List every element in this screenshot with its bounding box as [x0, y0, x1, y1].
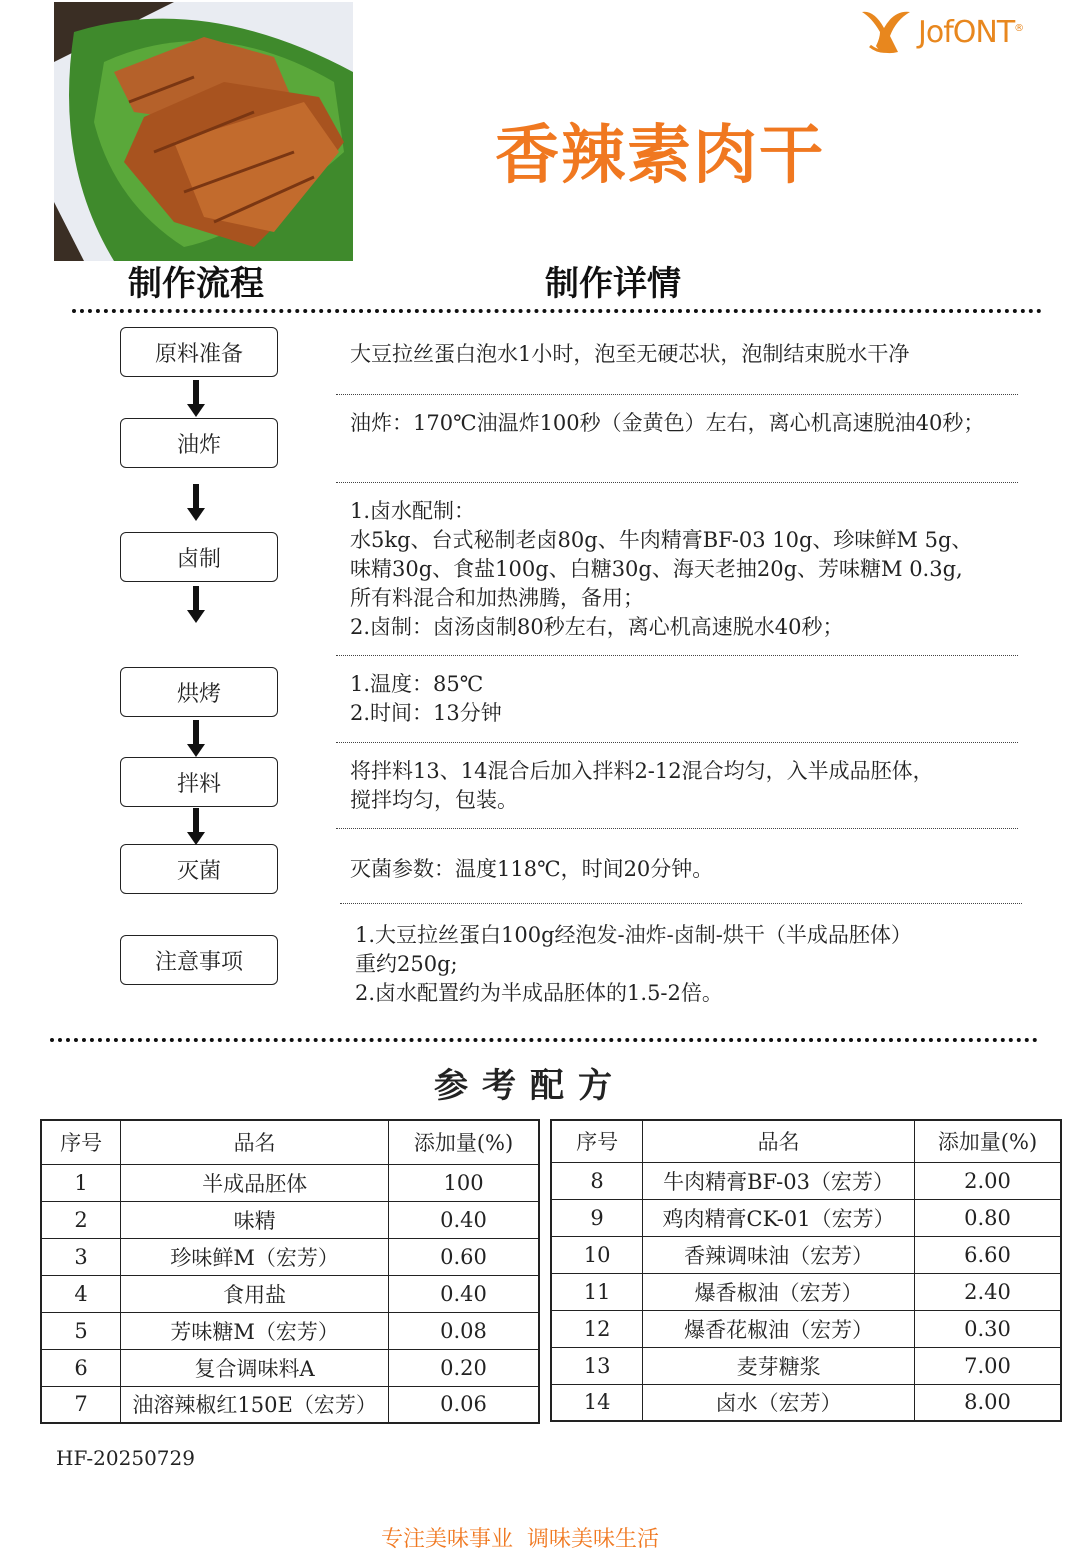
logo-text: JofONT® — [918, 14, 1024, 50]
detail-fry: 油炸：170℃油温炸100秒（金黄色）左右，离心机高速脱油40秒； — [350, 411, 985, 435]
detail-divider — [340, 903, 1022, 904]
detail-divider — [336, 742, 1018, 743]
column-header: 序号 — [41, 1120, 121, 1164]
table-row: 1 半成品胚体 100 — [41, 1164, 539, 1201]
table-row: 14 卤水（宏芳） 8.00 — [551, 1384, 1061, 1421]
step-notes: 注意事项 — [120, 935, 278, 985]
table-row: 5 芳味糖M（宏芳） 0.08 — [41, 1312, 539, 1349]
process-heading: 制作流程 — [128, 264, 264, 304]
footer-slogan: 专注美味事业 调味美味生活 — [381, 1527, 659, 1552]
table-row: 4 食用盐 0.40 — [41, 1275, 539, 1312]
detail-sterilize: 灭菌参数：温度118℃，时间20分钟。 — [350, 857, 714, 881]
table-row: 7 油溶辣椒红150E（宏芳） 0.06 — [41, 1386, 539, 1423]
divider-bottom — [50, 1038, 1038, 1042]
table-row: 13 麦芽糖浆 7.00 — [551, 1347, 1061, 1384]
reference-title: 参考配方 — [434, 1066, 626, 1106]
table-row: 8 牛肉精膏BF-03（宏芳） 2.00 — [551, 1162, 1061, 1199]
step-mix: 拌料 — [120, 757, 278, 807]
step-bake: 烘烤 — [120, 667, 278, 717]
step-sterilize: 灭菌 — [120, 844, 278, 894]
detail-mix: 将拌料13、14混合后加入拌料2-12混合均匀，入半成品胚体， 搅拌均匀，包装。 — [350, 759, 934, 812]
table-row: 6 复合调味料A 0.20 — [41, 1349, 539, 1386]
detail-divider — [336, 482, 1018, 483]
table-row: 12 爆香花椒油（宏芳） 0.30 — [551, 1310, 1061, 1347]
table-row: 2 味精 0.40 — [41, 1201, 539, 1238]
detail-bake: 1.温度：85℃ 2.时间：13分钟 — [350, 672, 502, 725]
detail-divider — [336, 394, 1018, 395]
table-row: 3 珍味鲜M（宏芳） 0.60 — [41, 1238, 539, 1275]
detail-divider — [336, 828, 1018, 829]
arrow-down-icon — [186, 484, 206, 522]
arrow-down-icon — [186, 808, 206, 846]
column-header: 添加量(%) — [389, 1120, 539, 1164]
column-header: 添加量(%) — [914, 1120, 1061, 1162]
document-code: HF-20250729 — [56, 1446, 195, 1470]
table-row: 9 鸡肉精膏CK-01（宏芳） 0.80 — [551, 1199, 1061, 1236]
detail-prepare: 大豆拉丝蛋白泡水1小时，泡至无硬芯状，泡制结束脱水干净 — [350, 342, 910, 366]
detail-notes: 1.大豆拉丝蛋白100g经泡发-油炸-卤制-烘干（半成品胚体） 重约250g; 2.卤水配置约为半成品胚体的1.5-2倍。 — [355, 923, 912, 1005]
detail-divider — [336, 655, 1018, 656]
step-fry: 油炸 — [120, 418, 278, 468]
column-header: 品名 — [121, 1120, 389, 1164]
detail-marinate: 1.卤水配制： 水5kg、台式秘制老卤80g、牛肉精膏BF-03 10g、珍味鲜M 5g、 味精30g、食盐100g、白糖30g、海天老抽20g、芳味糖M 0.3g, 所有料混合和加热沸腾，备用； 2.卤制：卤汤卤制80秒左右，离心机高速脱水40秒； — [350, 499, 973, 639]
table-row: 10 香辣调味油（宏芳） 6.60 — [551, 1236, 1061, 1273]
brand-logo — [858, 4, 1038, 60]
table-header-row — [551, 1120, 1061, 1162]
table-row: 11 爆香椒油（宏芳） 2.40 — [551, 1273, 1061, 1310]
step-marinate: 卤制 — [120, 532, 278, 582]
reference-table-left — [40, 1119, 540, 1424]
table-header-row — [41, 1120, 539, 1164]
reference-table-right — [550, 1119, 1062, 1422]
arrow-down-icon — [186, 720, 206, 758]
logo-mark-icon — [858, 6, 914, 58]
divider-top — [72, 309, 1042, 313]
page-title: 香辣素肉干 — [495, 119, 825, 193]
step-prepare: 原料准备 — [120, 327, 278, 377]
arrow-down-icon — [186, 586, 206, 624]
product-photo — [54, 2, 353, 261]
details-heading: 制作详情 — [545, 264, 681, 304]
column-header: 品名 — [643, 1120, 915, 1162]
column-header: 序号 — [551, 1120, 643, 1162]
arrow-down-icon — [186, 380, 206, 418]
